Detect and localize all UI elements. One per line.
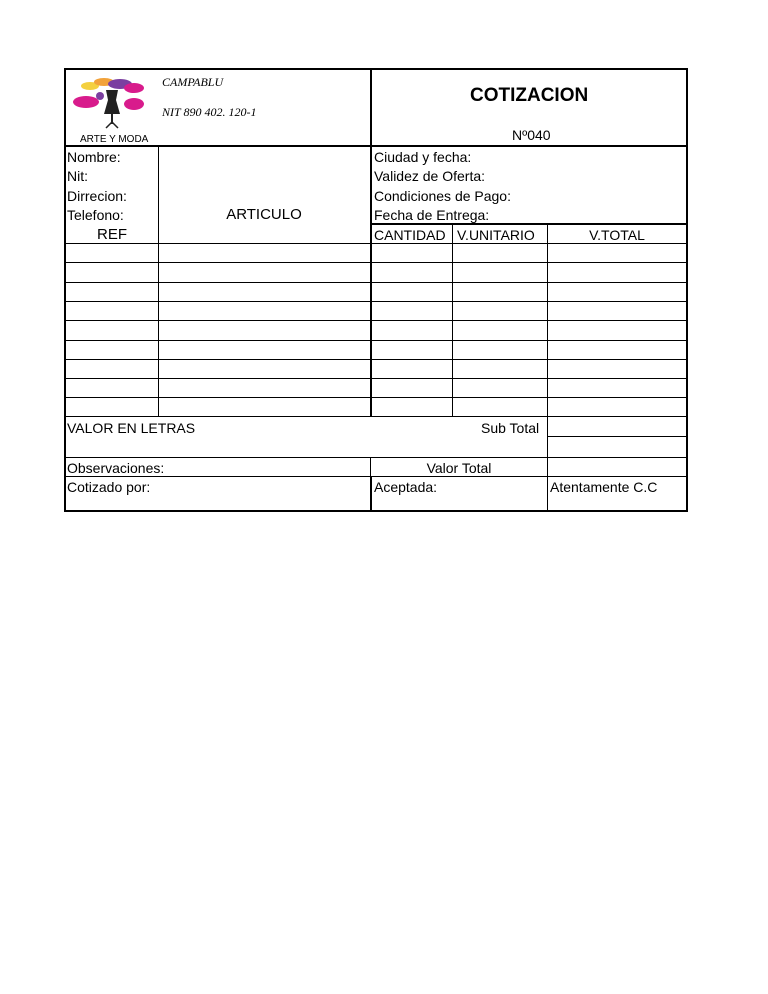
valor-total-left-line — [370, 457, 371, 476]
row-line — [66, 359, 686, 360]
header-ref: REF — [97, 226, 127, 243]
row-line — [66, 262, 686, 263]
label-entrega: Fecha de Entrega: — [374, 207, 490, 223]
quotation-form — [64, 68, 688, 512]
row-line — [66, 282, 686, 283]
label-valor-total: Valor Total — [426, 460, 492, 476]
label-ciudad-fecha: Ciudad y fecha: — [374, 149, 472, 165]
label-nombre: Nombre: — [67, 149, 121, 165]
sub-total-box — [547, 416, 686, 458]
dress-logo-icon — [70, 74, 154, 134]
label-direccion: Dirrecion: — [67, 188, 127, 204]
info-divider — [370, 146, 372, 224]
document-title: COTIZACION — [470, 85, 589, 106]
company-name: CAMPABLU — [162, 75, 224, 89]
header-articulo: ARTICULO — [226, 206, 302, 223]
valor-total-right-line — [547, 457, 548, 476]
row-line — [66, 378, 686, 379]
label-atentamente: Atentamente C.C — [550, 479, 658, 495]
document-number: Nº040 — [512, 127, 551, 143]
header-divider — [370, 70, 372, 146]
header-v-unitario: V.UNITARIO — [457, 227, 535, 243]
col-line-articulo — [370, 224, 372, 416]
row-line — [66, 397, 686, 398]
label-observaciones: Observaciones: — [67, 460, 165, 476]
label-telefono: Telefono: — [67, 207, 124, 223]
label-validez: Validez de Oferta: — [374, 168, 486, 184]
label-sub-total: Sub Total — [481, 420, 540, 436]
footer-line-2 — [66, 476, 686, 477]
row-line — [66, 340, 686, 341]
info-bottom-line — [370, 223, 686, 225]
footer-line-1 — [66, 457, 686, 458]
row-line — [66, 320, 686, 321]
label-cotizado-por: Cotizado por: — [67, 479, 151, 495]
col-line-ref — [158, 146, 159, 416]
header-cantidad: CANTIDAD — [374, 227, 446, 243]
label-nit: Nit: — [67, 168, 88, 184]
company-logo — [70, 74, 154, 134]
sub-total-divider — [547, 436, 686, 437]
row-line — [66, 243, 686, 244]
header-bottom-line — [66, 145, 686, 147]
company-tagline: ARTE Y MODA — [80, 134, 149, 145]
row-line — [66, 301, 686, 302]
company-nit: NIT 890 402. 120-1 — [162, 105, 257, 119]
label-condiciones: Condiciones de Pago: — [374, 188, 511, 204]
label-aceptada: Aceptada: — [374, 479, 438, 495]
col-line-cantidad — [452, 224, 453, 416]
label-valor-letras: VALOR EN LETRAS — [67, 420, 196, 436]
header-v-total: V.TOTAL — [589, 227, 645, 243]
signature-line-1 — [370, 476, 372, 510]
signature-line-2 — [547, 476, 548, 510]
col-line-unitario — [547, 224, 548, 416]
